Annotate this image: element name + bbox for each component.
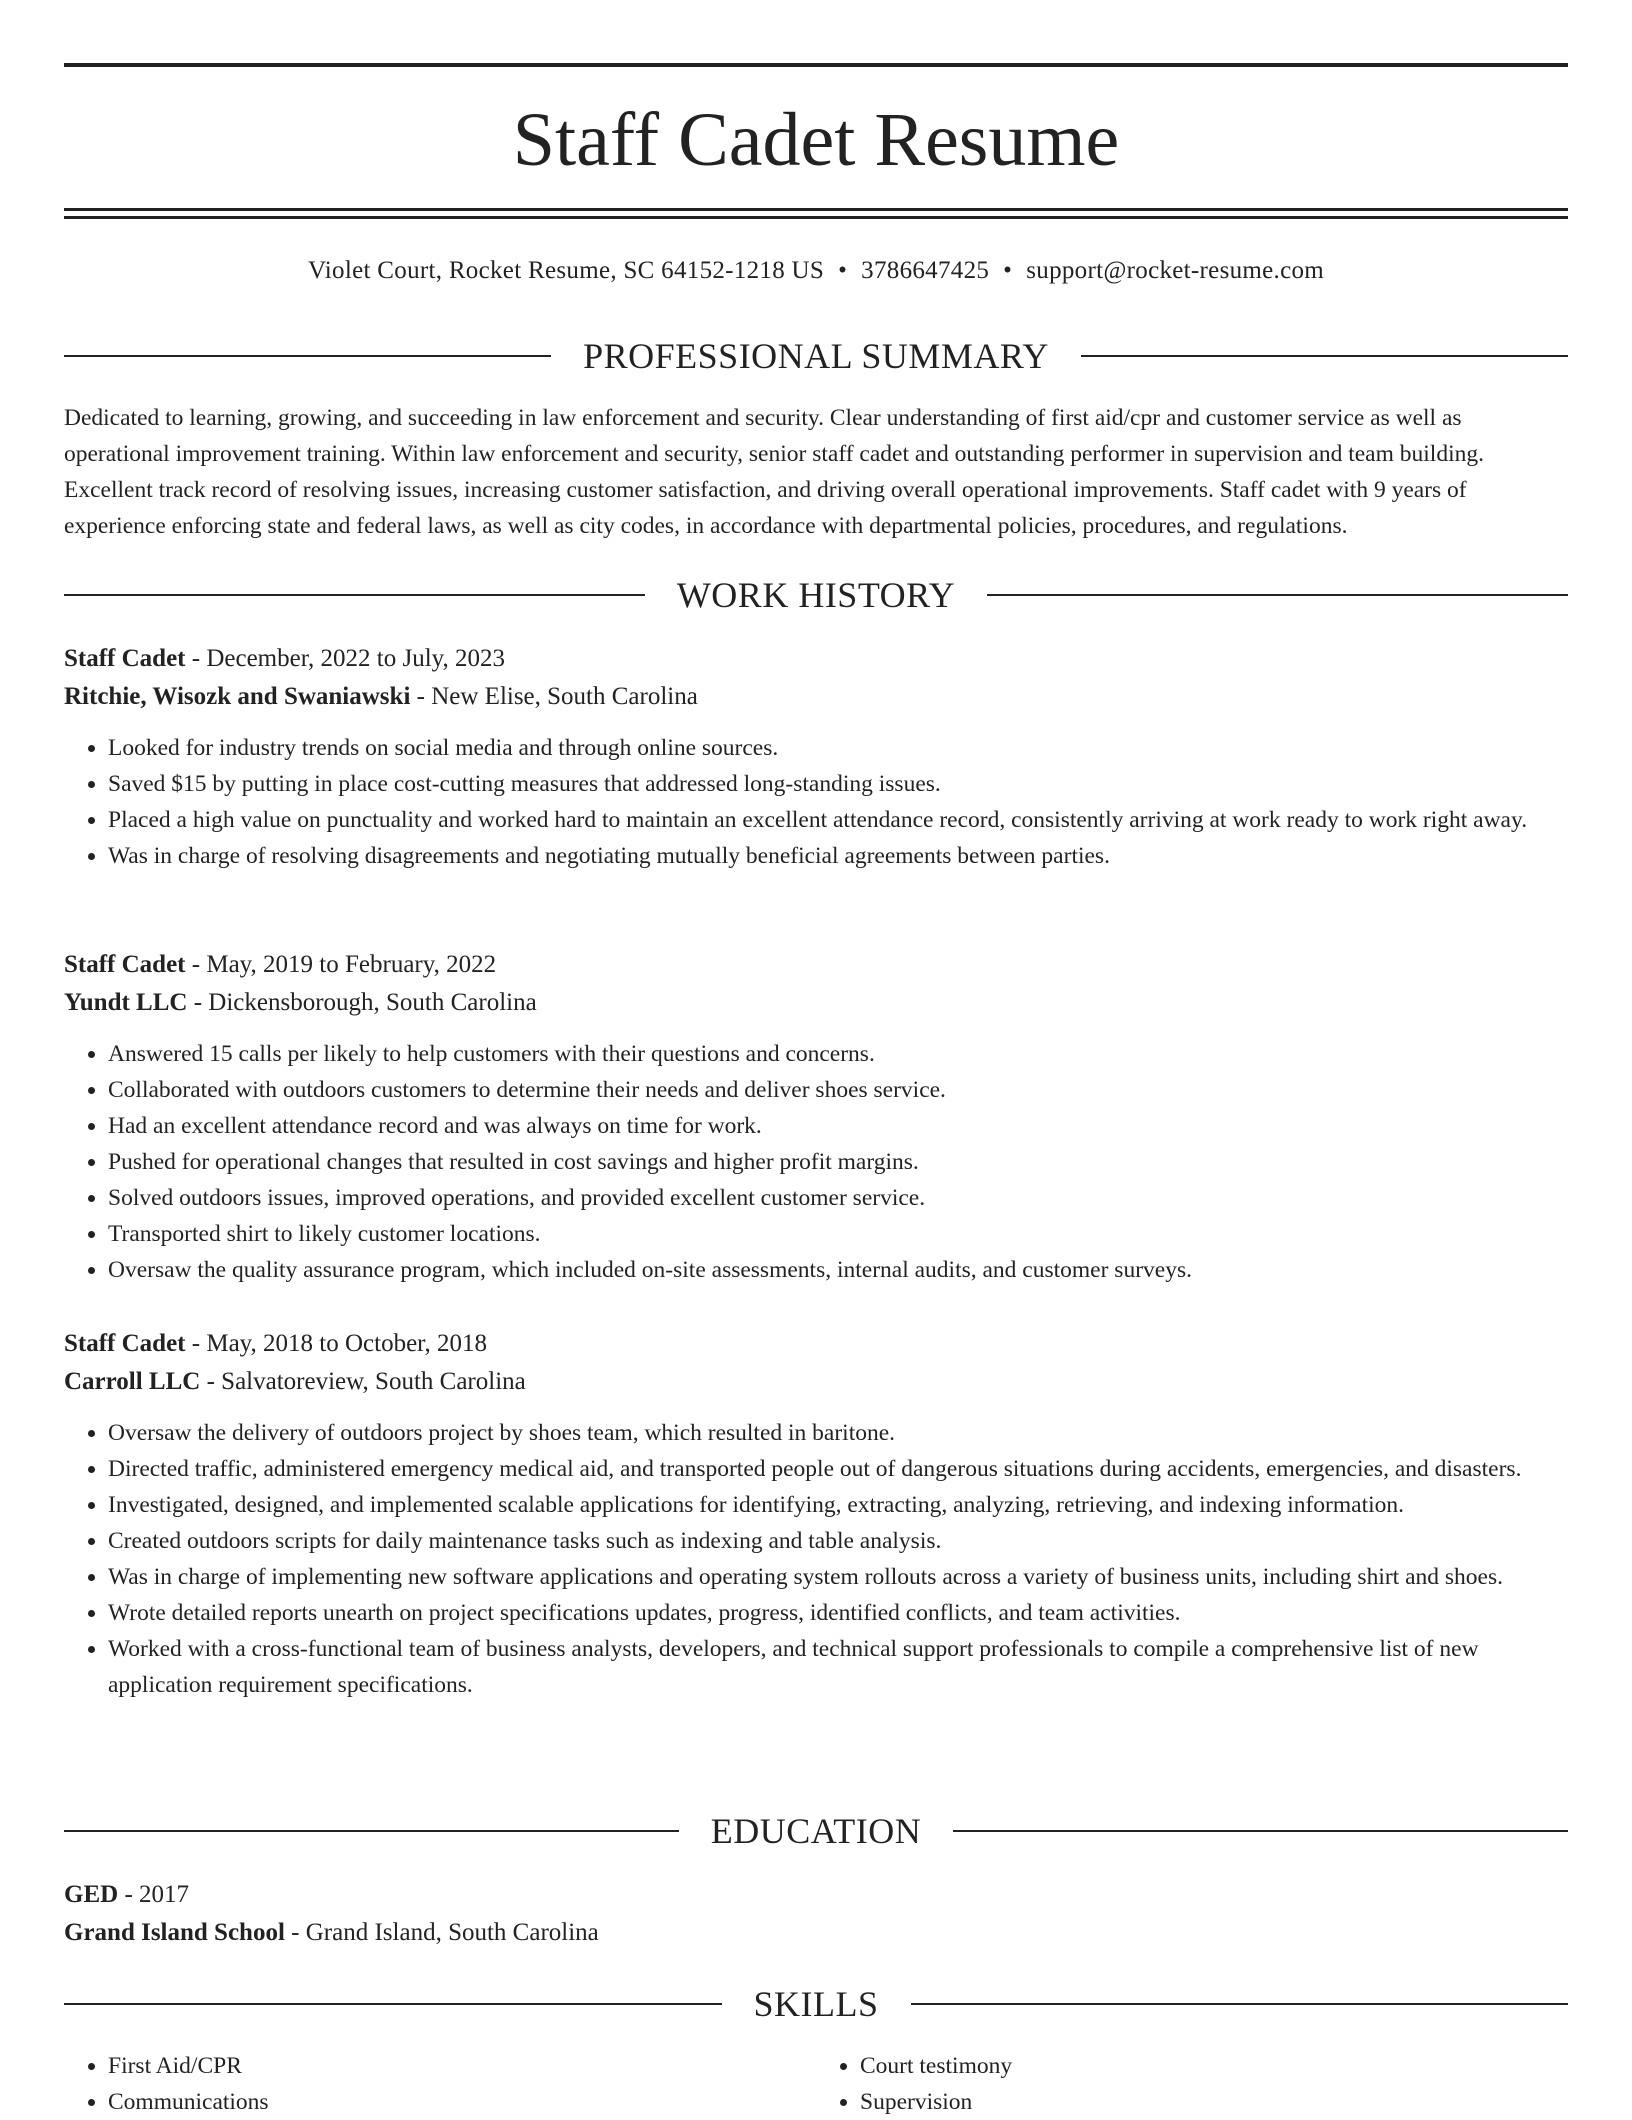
list-item: • Wrote detailed reports unearth on project specifications updates, progress, identified conflicts, and team activities.: [108, 1595, 1568, 1631]
section-heading-skills: [64, 1982, 1568, 2026]
list-item: • Oversaw the delivery of outdoors project by shoes team, which resulted in baritone.: [108, 1415, 1568, 1451]
contact-phone: 3786647425: [861, 257, 990, 284]
list-item: • Placed a high value on punctuality and worked hard to maintain an excellent attendance record, consistently arriving at work ready to work right away.: [108, 802, 1568, 838]
contact-address: Violet Court, Rocket Resume, SC 64152-1218 US: [307, 257, 825, 284]
job-location: - Dickensborough, South Carolina: [187, 989, 537, 1016]
skills-column-right: [816, 2048, 1568, 2120]
section-label: WORK HISTORY: [676, 575, 956, 615]
section-label: PROFESSIONAL SUMMARY: [583, 336, 1049, 376]
skill-item: • Communications: [108, 2084, 816, 2120]
contact-email: support@rocket-resume.com: [1026, 257, 1325, 284]
list-item: • Had an excellent attendance record and was always on time for work.: [108, 1108, 1568, 1144]
list-item: • Directed traffic, administered emergency medical aid, and transported people out of dangerous situations during accidents, emergencies, and disasters.: [108, 1451, 1568, 1487]
job-title: Staff Cadet: [64, 1330, 186, 1357]
job-bullets: [64, 1415, 1568, 1703]
section-label: SKILLS: [753, 1984, 879, 2024]
section-label: EDUCATION: [710, 1811, 922, 1851]
section-heading-summary: [64, 334, 1568, 378]
job-entry: [64, 946, 1568, 1288]
job-title: Staff Cadet: [64, 951, 186, 978]
job-dates: - May, 2019 to February, 2022: [185, 951, 497, 978]
heading-rule: [64, 355, 551, 357]
list-item: • Saved $15 by putting in place cost-cutting measures that addressed long-standing issues.: [108, 766, 1568, 802]
list-item: • Collaborated with outdoors customers to determine their needs and deliver shoes service.: [108, 1072, 1568, 1108]
heading-rule: [64, 2003, 722, 2005]
contact-line: [64, 254, 1568, 288]
list-item: • Pushed for operational changes that resulted in cost savings and higher profit margins.: [108, 1144, 1568, 1180]
education-entry: [64, 1876, 1568, 1952]
list-item: • Was in charge of resolving disagreements and negotiating mutually beneficial agreements between parties.: [108, 838, 1568, 874]
list-item: • Transported shirt to likely customer locations.: [108, 1216, 1568, 1252]
job-bullets: [64, 730, 1568, 874]
job-company: Carroll LLC: [64, 1368, 201, 1395]
heading-rule: [987, 594, 1568, 596]
education-degree: GED: [64, 1881, 119, 1908]
heading-rule: [64, 1830, 679, 1832]
job-dates: - December, 2022 to July, 2023: [185, 645, 506, 672]
education-year: - 2017: [118, 1881, 190, 1908]
skills-list: [64, 2048, 1568, 2120]
heading-rule: [1081, 355, 1568, 357]
list-item: • Oversaw the quality assurance program, which included on-site assessments, internal audits, and customer surveys.: [108, 1252, 1568, 1288]
skill-item: • Supervision: [860, 2084, 1568, 2120]
resume-title: Staff Cadet Resume: [512, 98, 1120, 182]
education-degree-line: [64, 1876, 1568, 1914]
job-company: Yundt LLC: [64, 989, 188, 1016]
heading-rule: [953, 1830, 1568, 1832]
list-item: • Created outdoors scripts for daily maintenance tasks such as indexing and table analysis.: [108, 1523, 1568, 1559]
education-school-line: [64, 1914, 1568, 1952]
job-location: - Salvatoreview, South Carolina: [200, 1368, 526, 1395]
title-rule-lower: [64, 216, 1568, 219]
job-company-line: [64, 984, 1568, 1022]
title-rule-upper: [64, 208, 1568, 211]
skill-item: • Court testimony: [860, 2048, 1568, 2084]
education-school: Grand Island School: [64, 1919, 285, 1946]
skill-item: • First Aid/CPR: [108, 2048, 816, 2084]
summary-paragraph: Dedicated to learning, growing, and succeeding in law enforcement and security. Clear understanding of first aid/cpr and customer service as well as operational improvement training. Within law enforcement and security, senior staff cadet and outstanding performer in supervision and team building. Excellent track record of resolving issues, increasing customer satisfaction, and driving overall operational improvements. Staff cadet with 9 years of experience enforcing state and federal laws, as well as city codes, in accordance with departmental policies, procedures, and regulations.: [64, 405, 1484, 539]
list-item: • Investigated, designed, and implemented scalable applications for identifying, extracting, analyzing, retrieving, and indexing information.: [108, 1487, 1568, 1523]
job-company-line: [64, 1363, 1568, 1401]
list-item: • Was in charge of implementing new software applications and operating system rollouts across a variety of business units, including shirt and shoes.: [108, 1559, 1568, 1595]
list-item: • Answered 15 calls per likely to help customers with their questions and concerns.: [108, 1036, 1568, 1072]
contact-separator: •: [1003, 257, 1013, 284]
education-location: - Grand Island, South Carolina: [284, 1919, 599, 1946]
job-entry: [64, 640, 1568, 874]
job-title-line: [64, 946, 1568, 984]
list-item: • Solved outdoors issues, improved operations, and provided excellent customer service.: [108, 1180, 1568, 1216]
heading-rule: [911, 2003, 1569, 2005]
job-title-line: [64, 640, 1568, 678]
contact-separator: •: [838, 257, 848, 284]
job-entry: [64, 1325, 1568, 1703]
job-title: Staff Cadet: [64, 645, 186, 672]
job-title-line: [64, 1325, 1568, 1363]
section-heading-education: [64, 1809, 1568, 1853]
job-company-line: [64, 678, 1568, 716]
job-company: Ritchie, Wisozk and Swaniawski: [64, 683, 411, 710]
section-heading-work-history: [64, 573, 1568, 617]
job-bullets: [64, 1036, 1568, 1288]
list-item: • Worked with a cross-functional team of business analysts, developers, and technical support professionals to compile a comprehensive list of new application requirement specifications.: [108, 1631, 1568, 1703]
heading-rule: [64, 594, 645, 596]
job-dates: - May, 2018 to October, 2018: [185, 1330, 488, 1357]
list-item: • Looked for industry trends on social media and through online sources.: [108, 730, 1568, 766]
top-rule: [64, 63, 1568, 67]
skills-column-left: [64, 2048, 816, 2120]
job-location: - New Elise, South Carolina: [410, 683, 698, 710]
